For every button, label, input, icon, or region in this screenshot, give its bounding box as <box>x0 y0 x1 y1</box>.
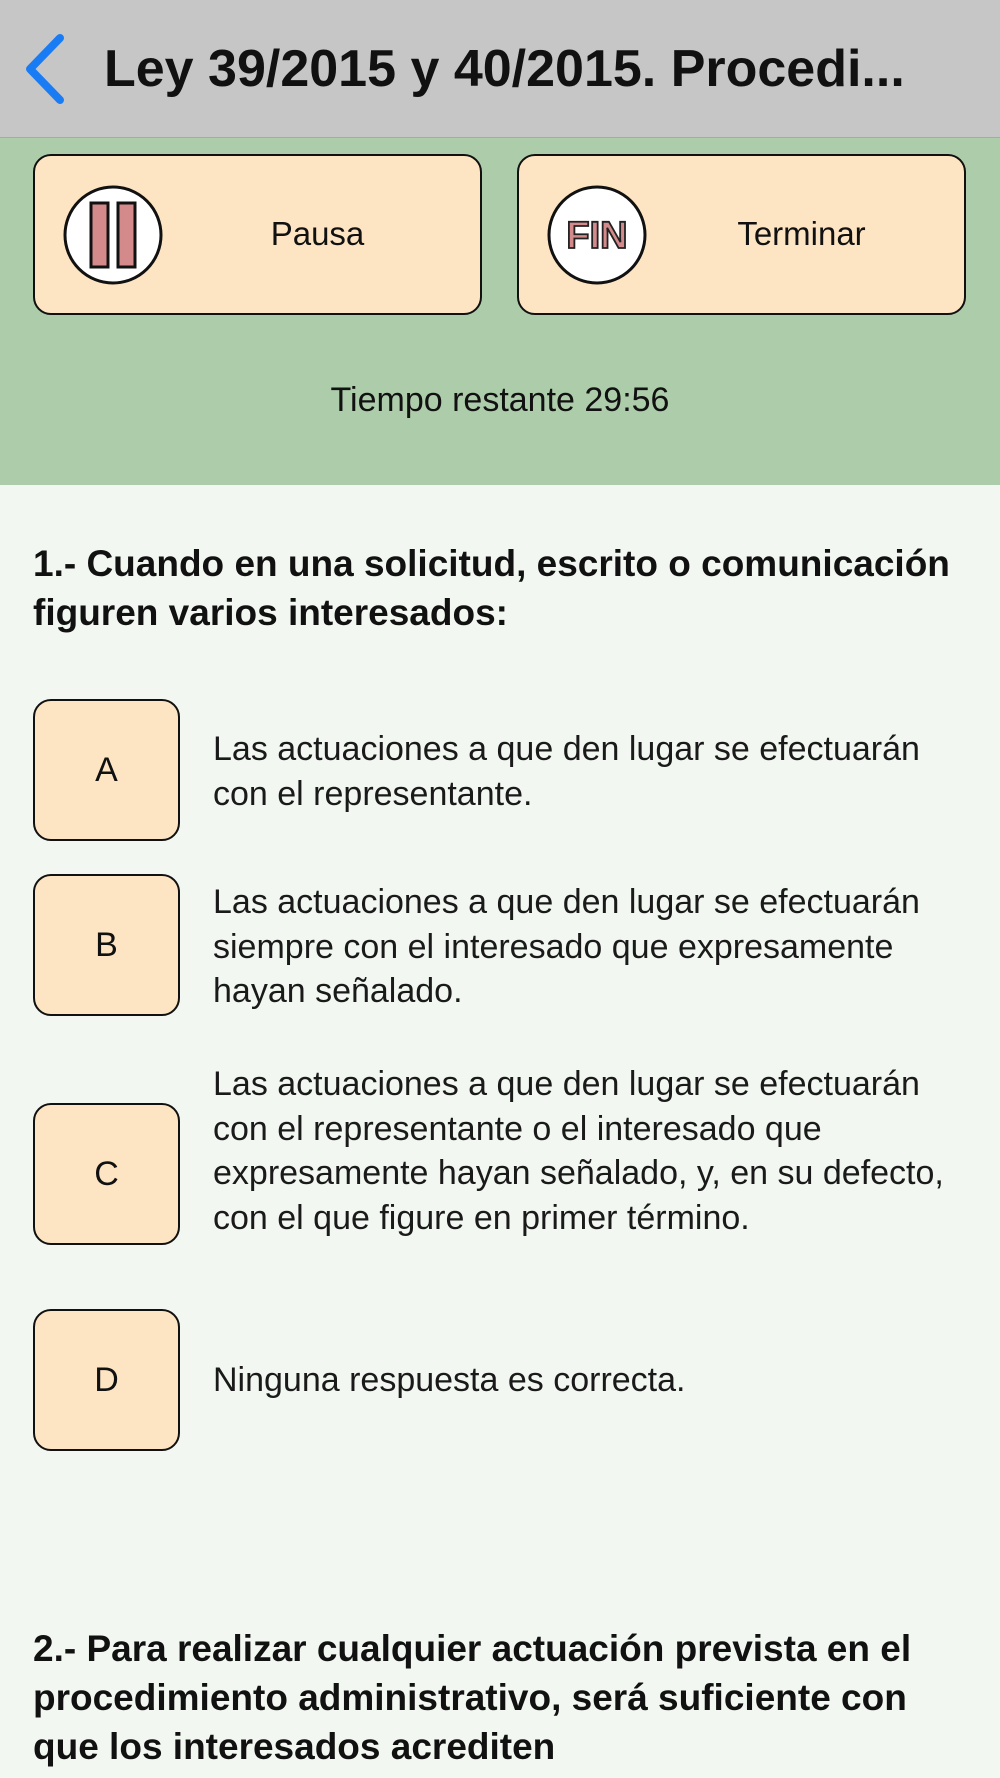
chevron-left-icon <box>22 34 72 104</box>
answer-button-d[interactable]: D <box>33 1309 180 1451</box>
navigation-bar <box>0 0 1000 138</box>
back-button[interactable] <box>22 34 72 104</box>
control-panel <box>0 138 1000 485</box>
answer-text-b: Las actuaciones a que den lugar se efectuarán siempre con el interesado que expresamente hayan señalado. <box>213 883 920 1010</box>
finish-label: Terminar <box>737 215 866 252</box>
answer-button-c[interactable]: C <box>33 1103 180 1245</box>
fin-icon <box>547 185 647 285</box>
pause-button[interactable] <box>33 154 482 315</box>
pause-label: Pausa <box>270 215 365 252</box>
answer-text-c: Las actuaciones a que den lugar se efectuarán con el representante o el interesado que expresamente hayan señalado, y, en su defecto, con el que figure en primer término. <box>213 1065 944 1237</box>
page-title: Ley 39/2015 y 40/2015. Procedi... <box>104 40 905 98</box>
timer-text: Tiempo restante 29:56 <box>330 381 670 419</box>
answer-button-a[interactable]: A <box>33 699 180 841</box>
pause-icon <box>63 185 163 285</box>
answer-text-a: Las actuaciones a que den lugar se efectuarán con el representante. <box>213 730 920 813</box>
fin-icon-text: FIN <box>566 215 628 257</box>
answer-button-b[interactable]: B <box>33 874 180 1016</box>
question-text: 2.- Para realizar cualquier actuación prevista en el procedimiento administrativo, será suficiente con que los interesados acrediten <box>33 1628 912 1767</box>
answer-text-d: Ninguna respuesta es correcta. <box>213 1361 686 1399</box>
question-text: 1.- Cuando en una solicitud, escrito o comunicación figuren varios interesados: <box>33 543 950 633</box>
finish-button[interactable] <box>517 154 966 315</box>
